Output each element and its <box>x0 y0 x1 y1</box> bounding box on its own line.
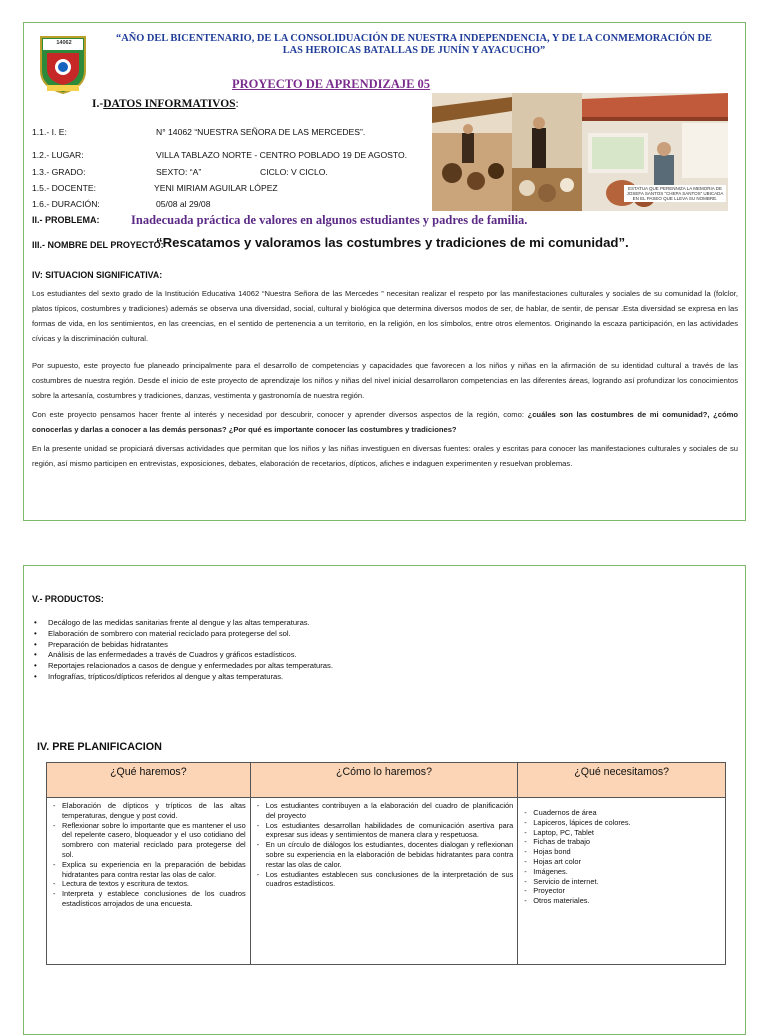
table-row <box>47 798 726 965</box>
list-item: - Laptop, PC, Tablet <box>522 828 721 838</box>
ie-label: 1.1.- I. E: <box>32 127 67 137</box>
lugar-label: 1.2.- LUGAR: <box>32 150 84 160</box>
situation-paragraph-4: En la presente unidad se propiciará diversas actividades que permitan que los niños y las niñas investiguen en diversas fuentes: orales y escritas para conocer las manifestaciones culturales y sociales de su región, así mismo participen en entrevistas, exposiciones, debates, elaboración de recetarios, dípticos, afiches e indaguen experimenten y resuelvan problemas. <box>32 444 738 468</box>
list-item: - Otros materiales. <box>522 896 721 906</box>
header-needs: ¿Qué necesitamos? <box>518 763 726 798</box>
cell-what <box>47 798 251 965</box>
problem-text: Inadecuada práctica de valores en algunos estudiantes y padres de familia. <box>131 213 528 227</box>
list-item: • Infografías, trípticos/dípticos referidos al dengue y altas temperaturas. <box>32 672 682 683</box>
list-item: - Los estudiantes contribuyen a la elaboración del cuadro de planificación del proyecto <box>255 801 514 821</box>
how-list <box>255 801 514 889</box>
list-item: - Imágenes. <box>522 867 721 877</box>
document-page-1 <box>23 22 746 521</box>
list-item: • Elaboración de sombrero con material reciclado para protegerse del sol. <box>32 629 682 640</box>
list-item: - Servicio de internet. <box>522 877 721 887</box>
list-item: - Hojas art color <box>522 857 721 867</box>
problem-label: II.- PROBLEMA: <box>32 215 100 225</box>
products-list <box>32 618 682 683</box>
list-item: • Análisis de las enfermedades a través de Cuadros y gráficos estadísticos. <box>32 650 682 661</box>
project-title: PROYECTO DE APRENDIZAJE 05 <box>232 77 431 91</box>
list-item: - Elaboración de dípticos y trípticos de las altas temperaturas, dengue y post covid. <box>51 801 246 821</box>
header-what: ¿Qué haremos? <box>47 763 251 798</box>
official-year-motto: “AÑO DEL BICENTENARIO, DE LA CONSOLIDUACIÓN DE NUESTRA INDEPENDENCIA, Y DE LA CONMEMORACIÓN DE LAS HEROICAS BATALLAS DE JUNÍN Y AYACUCHO” <box>116 33 712 56</box>
project-name-label: III.- NOMBRE DEL PROYECTO: <box>32 240 164 250</box>
list-item: - Reflexionar sobre lo importante que es mantener el uso del repelente casero, bloqueador y el uso cotidiano del sombrero con material reciclado para protegerse del sol. <box>51 821 246 860</box>
document-page-2 <box>23 565 746 1035</box>
situation-questions: ¿cuáles son las costumbres de mi comunidad?, ¿cómo conocerlas y darlas a conocer a las demás personas? ¿Por qué es importante conocer las costumbres y tradiciones? <box>32 410 738 434</box>
list-item: - Proyector <box>522 886 721 896</box>
project-name-text: “Rescatamos y valoramos las costumbres y tradiciones de mi comunidad”. <box>156 235 629 250</box>
list-item: - Interpreta y establece conclusiones de los cuadros estadísticos arrojados de una encuesta. <box>51 889 246 909</box>
preplanning-title: IV. PRE PLANIFICACION <box>37 741 162 753</box>
what-list <box>51 801 246 909</box>
section-datos-informativos: I.-DATOS INFORMATIVOS: <box>92 98 239 110</box>
situation-paragraph-2: Por supuesto, este proyecto fue planeado principalmente para el desarrollo de competencias y capacidades que favorecen a los niños y niñas en la afirmación de su identidad cultural a través de las costumbres de nuestra región. Desde el inicio de este proyecto de aprendizaje los niños y niñas del nivel inicial desarrollaron competencias en las diferentes áreas, logrando así profundizar los conocimientos sobre la artesanía, costumbres y tradiciones, danzas, vestimenta y gastronomía de nuestra región. <box>32 361 738 400</box>
docente-value: YENI MIRIAM AGUILAR LÓPEZ <box>154 183 278 193</box>
cell-needs <box>518 798 726 965</box>
duracion-value: 05/08 al 29/08 <box>156 199 211 209</box>
list-item: - Lapiceros, lápices de colores. <box>522 818 721 828</box>
ciclo-value: CICLO: V CICLO. <box>260 167 328 177</box>
situation-paragraph-1: Los estudiantes del sexto grado de la Institución Educativa 14062 “Nuestra Señora de las Mercedes ” necesitan realizar el respeto por las manifestaciones culturales y sociales de su comunidad la (folclor, platos típicos, costumbres y tradiciones) además se observa una diversidad, social, cultural y biológica que determina diversos modos de ser, de hablar, de sentir, de pensar .Esta diversidad se expresa en las formas de vida, en los sentimientos, en las creencias, en el sentido de pertenencia a un territorio, en la religión, en los símbolos, entre otros elementos. Originando la escaza participación, en las actividades cívicas y la discriminación cultural. <box>32 289 738 343</box>
duracion-label: 1.6.- DURACIÓN: <box>32 199 100 209</box>
list-item: - Explica su experiencia en la preparación de bebidas hidratantes para contra restar las olas de calor. <box>51 860 246 880</box>
cell-how <box>250 798 518 965</box>
docente-label: 1.5.- DOCENTE: <box>32 183 96 193</box>
situation-paragraph-3-text: Con este proyecto pensamos hacer frente al interés y necesidad por descubrir, conocer y aprender diversos aspectos de la región, como: <box>32 410 528 419</box>
list-item: - Hojas bond <box>522 847 721 857</box>
grado-label: 1.3.- GRADO: <box>32 167 86 177</box>
situation-label: IV: SITUACION SIGNIFICATIVA: <box>32 270 163 280</box>
list-item: - Fichas de trabajo <box>522 837 721 847</box>
situation-paragraph-3 <box>32 407 738 437</box>
needs-list <box>522 808 721 906</box>
list-item: • Decálogo de las medidas sanitarias frente al dengue y las altas temperaturas. <box>32 618 682 629</box>
ie-value: N° 14062 “NUESTRA SEÑORA DE LAS MERCEDES”. <box>156 127 366 137</box>
table-header-row <box>47 763 726 798</box>
lugar-value: VILLA TABLAZO NORTE - CENTRO POBLADO 19 DE AGOSTO. <box>156 150 408 160</box>
products-label: V.- PRODUCTOS: <box>32 594 104 604</box>
preplanning-table <box>46 762 726 965</box>
logo-number: 14062 <box>56 40 72 46</box>
list-item: - Lectura de textos y escritura de textos. <box>51 879 246 889</box>
list-item: - Los estudiantes desarrollan habilidades de comunicación asertiva para expresar sus ideas y sentimientos de manera clara y respetuosa. <box>255 821 514 841</box>
list-item: • Preparación de bebidas hidratantes <box>32 640 682 651</box>
header-how: ¿Cómo lo haremos? <box>250 763 518 798</box>
list-item: - En un círculo de diálogos los estudiantes, docentes dialogan y reflexionan sobre su experiencia en la elaboración de bebidas hidratantes para contra restar las olas de calor. <box>255 840 514 869</box>
grado-value: SEXTO: “A” <box>156 167 202 177</box>
photo-caption: ESTATUA QUE PERENNIZA LA MEMORIA DE JOSEFA SANTOS “CHEPA SANTOS” UBICADA EN EL PASEO QUE LLEVA SU NOMBRE. <box>624 185 726 202</box>
list-item: • Reportajes relacionados a casos de dengue y enfermedades por altas temperaturas. <box>32 661 682 672</box>
list-item: - Los estudiantes establecen sus conclusiones de la interpretación de sus cuadros estadísticos. <box>255 870 514 890</box>
list-item: - Cuadernos de área <box>522 808 721 818</box>
